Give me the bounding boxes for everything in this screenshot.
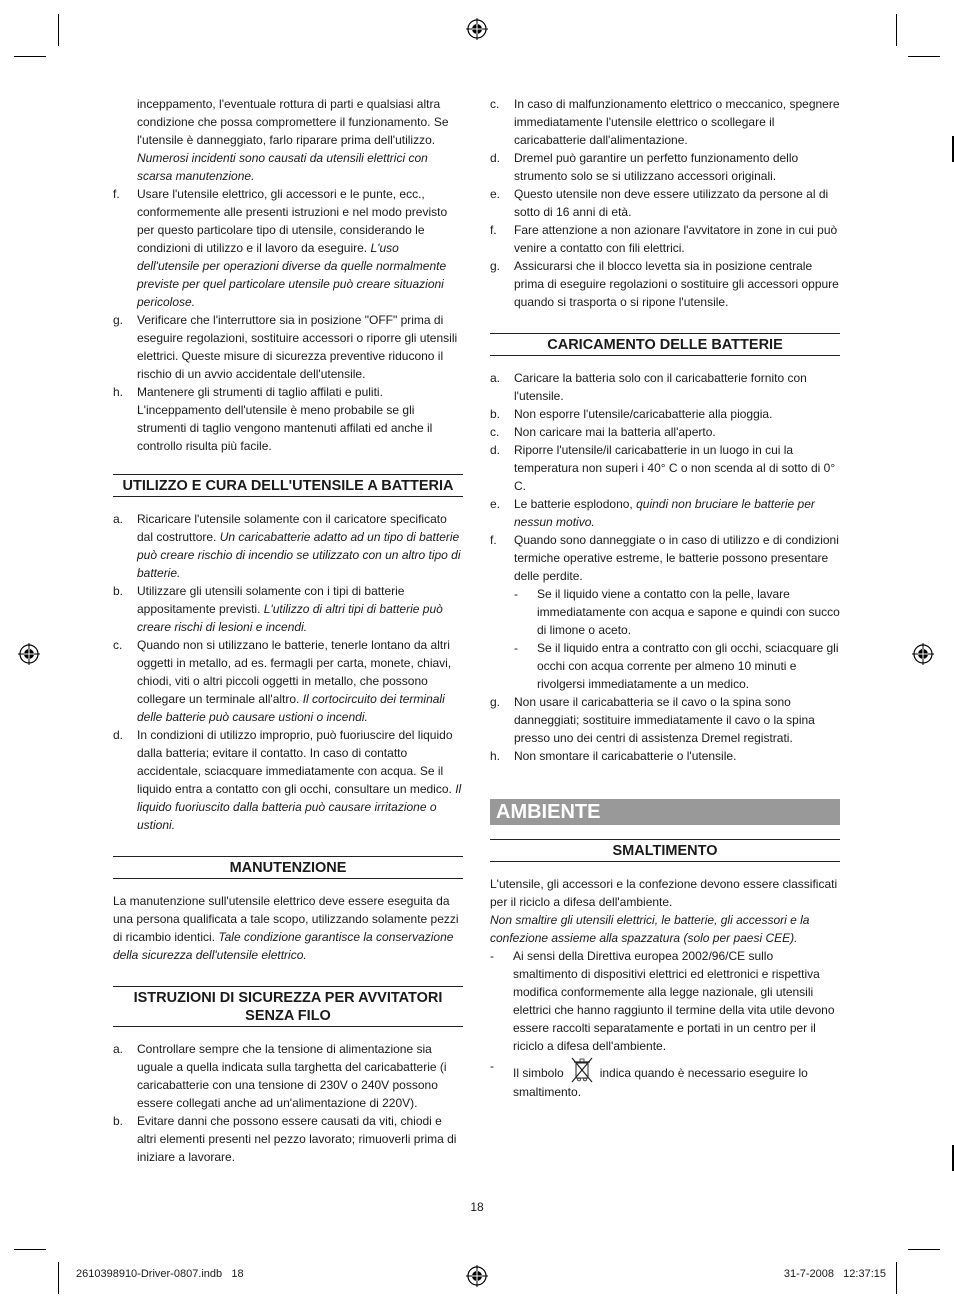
list-item: [113, 726, 463, 834]
heading-line: ISTRUZIONI DI SICUREZZA PER AVVITATORI: [133, 990, 443, 1006]
list-item: [490, 221, 840, 257]
section-heading-charging: CARICAMENTO DELLE BATTERIE: [490, 333, 840, 356]
intro-text: inceppamento, l'eventuale rottura di parti e qualsiasi altra condizione che possa compromettere il funzionamento. Se l'utensile è danneggiato, farlo riparare prima dell'utilizzo.: [137, 97, 449, 147]
list-text: Quando non si utilizzano le batterie, tenerle lontano da altri oggetti in metallo, ad es. fermagli per carta, monete, chiavi, chiodi, viti o altri piccoli oggetti in metallo, che possono collegare un terminale all'altro.: [137, 638, 452, 706]
list-marker: c.: [490, 97, 500, 111]
list-text: Non usare il caricabatteria se il cavo o la spina sono danneggiati; sostituire immediatamente il cavo o la spina presso uno dei centri di assistenza Dremel registrati.: [514, 695, 815, 745]
dash-text: Ai sensi della Direttiva europea 2002/96/CE sullo smaltimento di dispositivi elettrici ed elettronici e rispettiva modifica conformemente alla legge nazionale, gli utensili elettrici che hanno raggiunto il termine della vita utile devono essere raccolti separatamente e portati in un centro per il riciclo a difesa dell'ambiente.: [513, 949, 835, 1053]
crop-mark: [58, 14, 59, 46]
list-item: [490, 369, 840, 405]
list-item: [490, 693, 840, 747]
footer-file: 2610398910-Driver-0807.indb 18: [76, 1268, 244, 1280]
list-text: Fare attenzione a non azionare l'avvitatore in zone in cui può venire a contatto con fili elettrici.: [514, 223, 838, 255]
crop-mark: [14, 56, 46, 57]
list-marker: d.: [490, 151, 501, 165]
list-item: [113, 636, 463, 726]
list-italic: Il cortocircuito dei terminali delle batterie può causare ustioni o incendi.: [137, 692, 445, 724]
list-marker: h.: [490, 749, 501, 763]
registration-mark-icon: [18, 643, 40, 665]
section-heading-battery: UTILIZZO E CURA DELL'UTENSILE A BATTERIA: [113, 474, 463, 497]
sub-text: Se il liquido entra a contratto con gli occhi, sciacquare gli occhi con acqua corrente per almeno 10 minuti e rivolgersi immediatamente a un medico.: [537, 641, 839, 691]
list-marker: f.: [490, 223, 497, 237]
dash-text: indica quando è necessario eseguire lo smaltimento.: [513, 1066, 808, 1099]
list-item: [113, 383, 463, 455]
list-text: Usare l'utensile elettrico, gli accessori e le punte, ecc., conformemente alle presenti istruzioni e nel modo previsto per questo particolare tipo di utensile, considerando le condizioni di utilizzo e il lavoro da eseguire.: [137, 187, 448, 255]
list-text: Le batterie esplodono,: [514, 497, 633, 511]
intro-paragraph: [113, 95, 463, 185]
dash-marker: -: [514, 641, 518, 655]
disposal-text: L'utensile, gli accessori e la confezione devono essere classificati per il riciclo a difesa dell'ambiente.: [490, 877, 838, 909]
sub-list-item: [514, 639, 840, 693]
heading-line: SENZA FILO: [245, 1008, 331, 1024]
list-text: Utilizzare gli utensili solamente con i tipi di batterie appositamente previsti.: [137, 584, 405, 616]
list-text: Quando sono danneggiate o in caso di utilizzo e di condizioni termiche operative estreme, le batterie possono presentare delle perdite.: [514, 533, 839, 583]
list-marker: b.: [113, 1114, 124, 1128]
list-marker: f.: [113, 187, 120, 201]
registration-mark-icon: [466, 1265, 488, 1287]
list-marker: c.: [113, 638, 123, 652]
crop-mark: [908, 1249, 940, 1250]
list-marker: d.: [490, 443, 501, 457]
dash-list-item: [490, 947, 840, 1055]
list-item: [113, 1112, 463, 1166]
crop-mark: [896, 14, 897, 46]
list-item: [490, 441, 840, 495]
list-item: [490, 95, 840, 149]
list-marker: g.: [490, 259, 501, 273]
crop-mark: [896, 1262, 897, 1294]
footer-date: 31-7-2008 12:37:15: [783, 1268, 886, 1280]
list-text: Riporre l'utensile/il caricabatterie in un luogo in cui la temperatura non superi i 40° C o non scenda al di sotto di 0° C.: [514, 443, 836, 493]
intro-italic: Numerosi incidenti sono causati da utensili elettrici con scarsa manutenzione.: [137, 151, 428, 183]
list-italic: Il liquido fuoriuscito dalla batteria può causare irritazione o ustioni.: [137, 782, 462, 832]
list-text: Dremel può garantire un perfetto funzionamento dello strumento solo se si utilizzano accessori originali.: [514, 151, 799, 183]
section-heading-maintenance: MANUTENZIONE: [113, 856, 463, 879]
list-item: [490, 495, 840, 531]
list-item: [113, 510, 463, 582]
list-text: Controllare sempre che la tensione di alimentazione sia uguale a quella indicata sulla targhetta del caricabatterie (i caricabatterie con una tensione di 230V o 240V possono essere collegati anche ad un'alimentazione di 220V).: [137, 1042, 447, 1110]
list-marker: d.: [113, 728, 124, 742]
list-marker: b.: [113, 584, 124, 598]
sub-text: Se il liquido viene a contatto con la pelle, lavare immediatamente con acqua e sapone e quindi con succo di limone o aceto.: [537, 587, 840, 637]
right-column: [490, 95, 840, 1101]
list-marker: a.: [490, 371, 501, 385]
page-number: 18: [470, 1200, 484, 1214]
list-marker: f.: [490, 533, 497, 547]
list-text: Questo utensile non deve essere utilizzato da persone al di sotto di 16 anni di età.: [514, 187, 829, 219]
list-text: Assicurarsi che il blocco levetta sia in posizione centrale prima di eseguire regolazioni o sostituire gli accessori oppure quando si trasporta o si ripone l'utensile.: [514, 259, 839, 309]
list-text: Non caricare mai la batteria all'aperto.: [514, 425, 716, 439]
dash-marker: -: [514, 587, 518, 601]
list-text: In caso di malfunzionamento elettrico o meccanico, spegnere immediatamente l'utensile elettrico o scollegare il caricabatterie dall'alimentazione.: [514, 97, 840, 147]
list-item: [490, 747, 840, 765]
maintenance-text: La manutenzione sull'utensile elettrico deve essere eseguita da una persona qualificata a tale scopo, utilizzando solamente pezzi di ricambio identici.: [113, 894, 459, 944]
disposal-italic: Non smaltire gli utensili elettrici, le batterie, gli accessori e la confezione assieme alla spazzatura (solo per paesi CEE).: [490, 913, 810, 945]
list-italic: L'utilizzo di altri tipi di batterie può creare rischi di lesioni e incendi.: [137, 602, 443, 634]
list-item: [490, 257, 840, 311]
list-marker: e.: [490, 497, 501, 511]
list-marker: g.: [490, 695, 501, 709]
registration-mark-icon: [466, 18, 488, 40]
list-text: In condizioni di utilizzo improprio, può fuoriuscire del liquido dalla batteria; evitare il contatto. In caso di contatto accidentale, sciacquare immediatamente con acqua. Se il liquido entra a contatto con gli occhi, consultare un medico.: [137, 728, 453, 796]
crop-mark: [14, 1249, 46, 1250]
list-marker: b.: [490, 407, 501, 421]
dash-marker: -: [490, 949, 494, 963]
list-text: Non esporre l'utensile/caricabatterie alla pioggia.: [514, 407, 773, 421]
list-item: [490, 405, 840, 423]
disposal-paragraph: [490, 875, 840, 947]
maintenance-paragraph: [113, 892, 463, 964]
left-column: [113, 95, 463, 1166]
crop-mark: [58, 1262, 59, 1294]
list-item: [490, 149, 840, 185]
list-item: [113, 185, 463, 311]
list-marker: e.: [490, 187, 501, 201]
list-text: Verificare che l'interruttore sia in posizione "OFF" prima di eseguire regolazioni, sostituire accessori o riporre gli utensili elettrici. Queste misure di sicurezza preventive riducono il rischio di un avvio accidentale dell'utensile.: [137, 313, 458, 381]
crossed-bin-icon: [568, 1057, 596, 1083]
list-item: [113, 311, 463, 383]
list-item: [490, 531, 840, 585]
list-text: Mantenere gli strumenti di taglio affilati e puliti. L'inceppamento dell'utensile è meno probabile se gli strumenti di taglio vengono mantenuti affilati ed anche il controllo risulta più facile.: [137, 385, 433, 453]
section-banner-ambiente: AMBIENTE: [490, 799, 840, 825]
section-heading-screwdrivers: [113, 986, 463, 1027]
list-marker: a.: [113, 1042, 124, 1056]
list-text: Ricaricare l'utensile solamente con il caricatore specificato dal costruttore.: [137, 512, 447, 544]
list-marker: c.: [490, 425, 500, 439]
list-marker: a.: [113, 512, 124, 526]
maintenance-italic: Tale condizione garantisce la conservazione della sicurezza dell'utensile elettrico.: [113, 930, 454, 962]
list-marker: g.: [113, 313, 124, 327]
list-text: Caricare la batteria solo con il caricabatterie fornito con l'utensile.: [514, 371, 807, 403]
list-marker: h.: [113, 385, 124, 399]
list-text: Evitare danni che possono essere causati da viti, chiodi e altri elementi presenti nel pezzo lavorato; rimuoverli prima di iniziare a lavorare.: [137, 1114, 457, 1164]
registration-mark-icon: [912, 643, 934, 665]
section-heading-disposal: SMALTIMENTO: [490, 839, 840, 862]
list-item: [490, 185, 840, 221]
dash-marker: -: [490, 1059, 494, 1073]
crop-mark: [908, 56, 940, 57]
list-italic: quindi non bruciare le batterie per nessun motivo.: [514, 497, 815, 529]
list-italic: L'uso dell'utensile per operazioni diverse da quelle normalmente previste per quel particolare utensile può creare situazioni pericolose.: [137, 241, 447, 309]
dash-list-item: [490, 1057, 840, 1101]
list-text: Non smontare il caricabatterie o l'utensile.: [514, 749, 737, 763]
list-item: [113, 582, 463, 636]
dash-text: Il simbolo: [513, 1066, 564, 1080]
list-italic: Un caricabatterie adatto ad un tipo di batterie può creare rischio di incendio se utilizzato con un altro tipo di batterie.: [137, 530, 461, 580]
sub-list-item: [514, 585, 840, 639]
list-item: [490, 423, 840, 441]
list-item: [113, 1040, 463, 1112]
